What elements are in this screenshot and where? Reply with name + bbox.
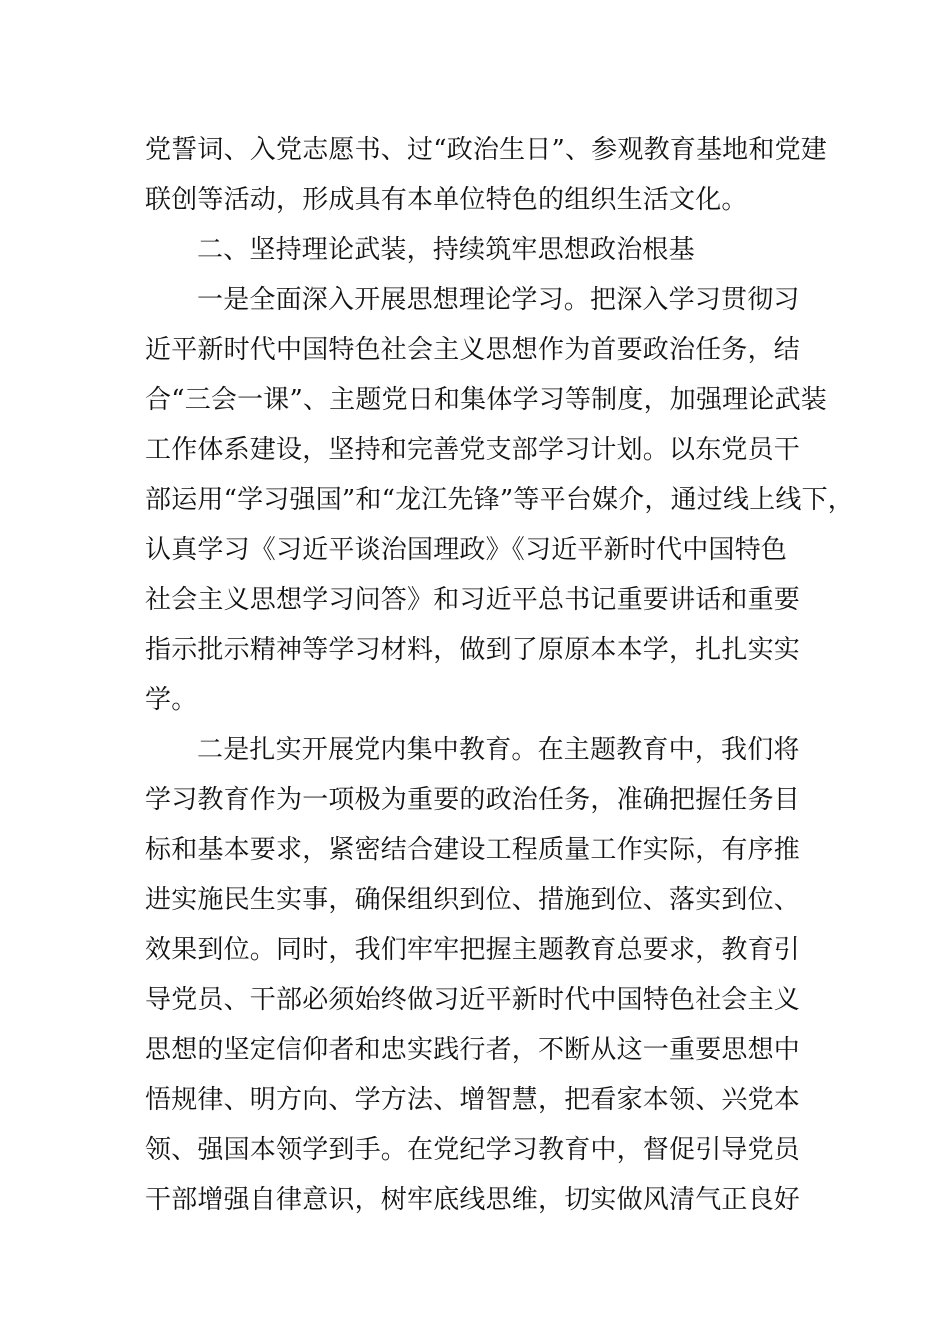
body-text-line: 合“三会一课”、主题党日和集体学习等制度，加强理论武装 bbox=[145, 385, 827, 415]
paragraph-lead: 一是全面深入开展思想理论学习。把深入学习贯彻习 bbox=[197, 285, 800, 315]
paragraph-lead: 二是扎实开展党内集中教育。在主题教育中，我们将 bbox=[197, 735, 800, 765]
body-text-line: 社会主义思想学习问答》和习近平总书记重要讲话和重要 bbox=[145, 585, 801, 615]
body-text-line: 认真学习《习近平谈治国理政》《习近平新时代中国特色 bbox=[145, 535, 788, 565]
section-heading: 二、坚持理论武装，持续筑牢思想政治根基 bbox=[197, 235, 695, 265]
body-text-line: 指示批示精神等学习材料，做到了原原本本学，扎扎实实 bbox=[145, 635, 801, 665]
body-text-line: 学。 bbox=[145, 685, 198, 715]
body-text-line: 效果到位。同时，我们牢牢把握主题教育总要求，教育引 bbox=[145, 935, 801, 965]
body-text-line: 导党员、干部必须始终做习近平新时代中国特色社会主义 bbox=[145, 985, 801, 1015]
body-text-line: 进实施民生实事，确保组织到位、措施到位、落实到位、 bbox=[145, 885, 801, 915]
body-text-line: 标和基本要求，紧密结合建设工程质量工作实际，有序推 bbox=[145, 835, 801, 865]
body-text-line: 党誓词、入党志愿书、过“政治生日”、参观教育基地和党建 bbox=[145, 135, 827, 165]
body-text-line: 学习教育作为一项极为重要的政治任务，准确把握任务目 bbox=[145, 785, 801, 815]
body-text-line: 思想的坚定信仰者和忠实践行者，不断从这一重要思想中 bbox=[145, 1035, 801, 1065]
body-text-line: 部运用“学习强国”和“龙江先锋”等平台媒介，通过线上线下， bbox=[145, 485, 854, 515]
body-text-line: 近平新时代中国特色社会主义思想作为首要政治任务，结 bbox=[145, 335, 801, 365]
body-text-line: 工作体系建设，坚持和完善党支部学习计划。以东党员干 bbox=[145, 435, 801, 465]
body-text-line: 领、强国本领学到手。在党纪学习教育中，督促引导党员 bbox=[145, 1135, 801, 1165]
body-text-line: 联创等活动，形成具有本单位特色的组织生活文化。 bbox=[145, 185, 748, 215]
body-text-line: 干部增强自律意识，树牢底线思维，切实做风清气正良好 bbox=[145, 1185, 801, 1215]
body-text-line: 悟规律、明方向、学方法、增智慧，把看家本领、兴党本 bbox=[145, 1085, 801, 1115]
